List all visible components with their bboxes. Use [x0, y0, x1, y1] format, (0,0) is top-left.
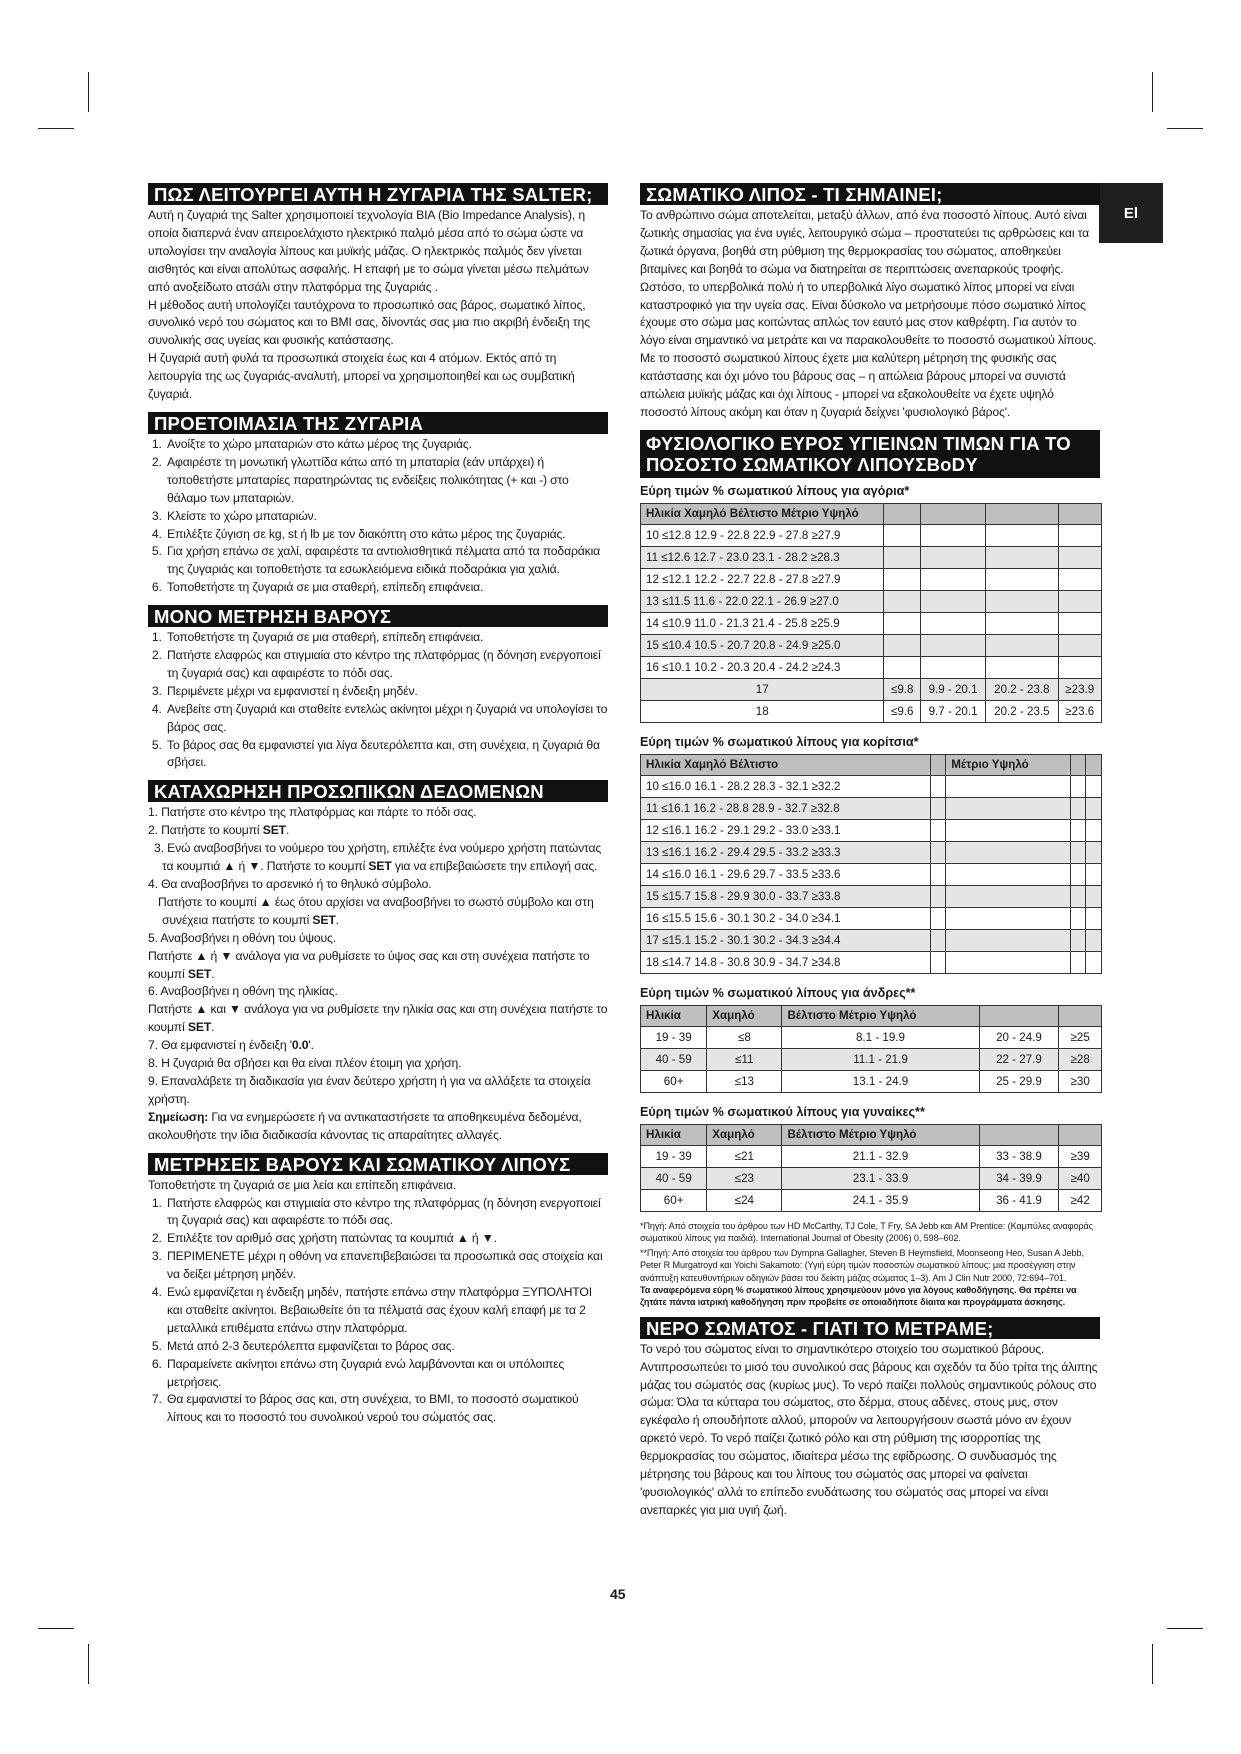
table-cell: 20.2 - 23.5 — [986, 700, 1058, 722]
list-item: 3. ΠΕΡΙΜΕΝΕΤΕ μέχρι η οθόνη να επανεπιβεβαιώσει τα προσωπικά σας στοιχεία και να δείξει μέτρηση μηδέν. — [165, 1248, 608, 1284]
list-item: 3. Κλείστε το χώρο μπαταριών. — [165, 508, 608, 526]
table-cell — [1086, 885, 1102, 907]
list-item: 7. Θα εμφανιστεί το βάρος σας και, στη συνέχεια, το BMI, το ποσοστό σωματικού λίπους και το ποσοστό του συνολικού νερού του σώματός σας. — [165, 1391, 608, 1427]
table-header-cell — [979, 1005, 1059, 1026]
table-row — [641, 1167, 1102, 1189]
measurement-title: ΜΕΤΡΗΣΕΙΣ ΒΑΡΟΥΣ ΚΑΙ ΣΩΜΑΤΙΚΟΥ ΛΙΠΟΥΣ — [148, 1153, 608, 1175]
table-header-cell: Χαμηλό — [707, 1005, 782, 1026]
table-cell: ≤9.8 — [884, 678, 920, 700]
table-header-cell: Ηλικία — [641, 1005, 707, 1026]
table-cell — [1058, 568, 1102, 590]
table-cell — [920, 656, 985, 678]
table-cell — [986, 568, 1058, 590]
table-caption: Εύρη τιμών % σωματικού λίπους για άνδρες** — [640, 985, 916, 1000]
table-cell — [930, 775, 946, 797]
table-header-cell: Ηλικία Χαμηλό Βέλτιστο — [641, 754, 931, 775]
table-cell — [946, 819, 1071, 841]
table-cell: 19 - 39 — [641, 1145, 707, 1167]
body-fat-title: ΣΩΜΑΤΙΚΟ ΛΙΠΟΣ - ΤΙ ΣΗΜΑΙΝΕΙ; — [640, 183, 1100, 205]
table-cell: 13 ≤11.5 11.6 - 22.0 22.1 - 26.9 ≥27.0 — [641, 590, 884, 612]
weight-only-title: ΜΟΝΟ ΜΕΤΡΗΣΗ ΒΑΡΟΥΣ — [148, 605, 608, 627]
table-cell: ≥23.6 — [1058, 700, 1102, 722]
body-fat-section — [640, 183, 1100, 422]
table-cell — [930, 951, 946, 973]
table-cell — [986, 546, 1058, 568]
registration-step: Πατήστε ▲ και ▼ ανάλογα για να ρυθμίσετε την ηλικία σας και στη συνέχεια πατήστε το κουμπί SET. — [148, 1002, 608, 1035]
table-cell: 20 - 24.9 — [979, 1026, 1059, 1048]
table-cell: 24.1 - 35.9 — [782, 1189, 979, 1211]
table-header-cell — [986, 503, 1058, 524]
table-cell: ≥39 — [1059, 1145, 1102, 1167]
table-row — [641, 819, 1102, 841]
table-cell — [946, 863, 1071, 885]
registration-step: 9. Επαναλάβετε τη διαδικασία για έναν δεύτερο χρήστη ή για να αλλάξετε τα στοιχεία χρήστη. — [148, 1073, 591, 1106]
healthy-range-section — [640, 430, 1100, 1309]
table-cell: 33 - 38.9 — [979, 1145, 1059, 1167]
registration-step: Πατήστε το κουμπί ▲ έως ότου αρχίσει να αναβοσβήνει το σωστό σύμβολο και στη συνέχεια πατήστε το κουμπί SET. — [158, 894, 594, 927]
table-cell: 11 ≤12.6 12.7 - 23.0 23.1 - 28.2 ≥28.3 — [641, 546, 884, 568]
table-row — [641, 700, 1102, 722]
table-cell — [884, 546, 920, 568]
table-cell — [920, 590, 985, 612]
table-cell — [986, 656, 1058, 678]
measurement-intro: Τοποθετήστε τη ζυγαριά σε μια λεία και επίπεδη επιφάνεια. — [148, 1177, 457, 1192]
table-cell: 8.1 - 19.9 — [782, 1026, 979, 1048]
table-row — [641, 951, 1102, 973]
table-row — [641, 590, 1102, 612]
list-item: 1. Ανοίξτε το χώρο μπαταριών στο κάτω μέρος της ζυγαριάς. — [165, 436, 608, 454]
table-cell: 21.1 - 32.9 — [782, 1145, 979, 1167]
table-cell — [946, 951, 1071, 973]
how-paragraph: Η μέθοδος αυτή υπολογίζει ταυτόχρονα το προσωπικό σας βάρος, σωματικό λίπος, συνολικό νερό του σώματος και το BMI σας, δίνοντάς σας μια πιο ακριβή ένδειξη της συνολικής σας υγείας και φυσικής κατάστασης. — [148, 297, 590, 348]
table-caption: Εύρη τιμών % σωματικού λίπους για κορίτσια* — [640, 734, 919, 749]
table-cell: ≤24 — [707, 1189, 782, 1211]
table-cell — [930, 863, 946, 885]
table-cell — [930, 841, 946, 863]
table-cell — [1070, 951, 1086, 973]
table-cell — [986, 634, 1058, 656]
crop-mark — [88, 72, 89, 112]
preparation-section — [148, 412, 608, 597]
table-cell: ≥42 — [1059, 1189, 1102, 1211]
table-cell — [920, 546, 985, 568]
table-cell: ≥23.9 — [1058, 678, 1102, 700]
measurement-steps — [148, 1195, 608, 1428]
table-row — [641, 546, 1102, 568]
list-item: 4. Επιλέξτε ζύγιση σε kg, st ή lb με τον διακόπτη στο κάτω μέρος της ζυγαριάς. — [165, 526, 608, 544]
crop-mark — [1167, 128, 1203, 129]
how-paragraph: Αυτή η ζυγαριά της Salter χρησιμοποιεί τεχνολογία BIA (Bio Impedance Analysis), η οποία διαπερνά έναν απειροελάχιστο ηλεκτρικό παλμό μέσα από το σώμα ώστε να υπολογίσει την αναλογία λίπους και μυϊκής μάζας. Ο ηλεκτρικός παλμός δεν γίνεται αισθητός και είναι απολύτως ασφαλής. Η επαφή με το σώμα γίνεται μέσω πελμάτων από ανοξείδωτο ατσάλι στην πλατφόρμα της ζυγαριάς . — [148, 208, 589, 294]
table-header-cell: Μέτριο Υψηλό — [946, 754, 1071, 775]
table-cell — [1058, 590, 1102, 612]
table-cell — [1070, 775, 1086, 797]
table-row — [641, 1145, 1102, 1167]
table-cell: 17 ≤15.1 15.2 - 30.1 30.2 - 34.3 ≥34.4 — [641, 929, 931, 951]
preparation-steps — [148, 436, 608, 597]
table-cell — [884, 590, 920, 612]
table-cell — [884, 656, 920, 678]
body-water-paragraph: Το νερό του σώματος είναι το σημαντικότερο στοιχείο του σωματικού βάρους. Αντιπροσωπεύει το μισό του συνολικού σας βάρους και σχεδόν τα δύο τρίτα της άλιπης μάζας του σώματός σας (κυρίως μυς). Το νερό παίζει πολλούς σημαντικούς ρόλους στο σώμα: Όλα τα κύτταρα του σώματος, στο δέρμα, στους αδένες, στους μυς, στον εγκέφαλο ή οπουδήποτε αλλού, μπορούν να λειτουργήσουν σωστά μόνο αν έχουν αρκετό νερό. Το νερό παίζει ζωτικό ρόλο και στη ρύθμιση της ισορροπίας της θερμοκρασίας του σώματος, ιδιαίτερα μέσω της εφίδρωσης. Ο συνδυασμός της μέτρησης του βάρους και του λίπους του σώματός σας μπορεί να φαίνεται 'φυσιολογικός' αλλά το επίπεδο ενυδάτωσης του σώματός σας μπορεί να είναι ανεπαρκές για μια υγιή ζωή. — [640, 1341, 1098, 1517]
table-row — [641, 612, 1102, 634]
table-cell: 34 - 39.9 — [979, 1167, 1059, 1189]
table-header-cell — [1086, 754, 1102, 775]
table-cell: 13.1 - 24.9 — [782, 1070, 979, 1092]
registration-step: 7. Θα εμφανιστεί η ένδειξη '0.0'. — [148, 1038, 314, 1053]
table-cell: 25 - 29.9 — [979, 1070, 1059, 1092]
table-cell — [1070, 907, 1086, 929]
table-cell: 9.9 - 20.1 — [920, 678, 985, 700]
table-cell — [946, 775, 1071, 797]
table-cell — [1070, 819, 1086, 841]
table-cell — [1070, 797, 1086, 819]
list-item: 2. Πατήστε ελαφρώς και στιγμιαία στο κέντρο της πλατφόρμας (η δόνηση ενεργοποιεί τη ζυγαριά σας) και αφαιρέστε το πόδι σας. — [165, 647, 608, 683]
how-it-works-title: ΠΩΣ ΛΕΙΤΟΥΡΓΕΙ ΑΥΤΗ Η ΖΥΓΑΡΙΑ ΤΗΣ SALTER; — [148, 183, 608, 205]
table-cell — [920, 634, 985, 656]
registration-step: 8. Η ζυγαριά θα σβήσει και θα είναι πλέον έτοιμη για χρήση. — [148, 1056, 462, 1071]
how-it-works-section — [148, 183, 608, 404]
table-cell — [1086, 819, 1102, 841]
table-cell: ≤13 — [707, 1070, 782, 1092]
table-cell: 18 — [641, 700, 884, 722]
registration-step: Πατήστε ▲ ή ▼ ανάλογα για να ρυθμίσετε το ύψος σας και στη συνέχεια πατήστε το κουμπί SET. — [148, 948, 590, 981]
list-item: 4. Ανεβείτε στη ζυγαριά και σταθείτε εντελώς ακίνητοι μέχρι η ζυγαριά να υπολογίσει το βάρος σας. — [165, 701, 608, 737]
language-tab: El — [1099, 183, 1163, 243]
table-cell: 12 ≤12.1 12.2 - 22.7 22.8 - 27.8 ≥27.9 — [641, 568, 884, 590]
table-cell: 11 ≤16.1 16.2 - 28.8 28.9 - 32.7 ≥32.8 — [641, 797, 931, 819]
table-cell — [884, 612, 920, 634]
men-fat-table — [640, 1005, 1102, 1093]
table-cell: 15 ≤15.7 15.8 - 29.9 30.0 - 33.7 ≥33.8 — [641, 885, 931, 907]
table-header-cell — [1059, 1005, 1102, 1026]
registration-step: 4. Θα αναβοσβήνει το αρσενικό ή το θηλυκό σύμβολο. — [148, 877, 432, 891]
crop-mark — [1167, 1628, 1203, 1629]
table-row — [641, 841, 1102, 863]
weight-only-section — [148, 605, 608, 772]
table-row — [641, 1026, 1102, 1048]
crop-mark — [38, 1628, 74, 1629]
table-cell: 23.1 - 33.9 — [782, 1167, 979, 1189]
table-cell: 12 ≤16.1 16.2 - 29.1 29.2 - 33.0 ≥33.1 — [641, 819, 931, 841]
table-cell: 15 ≤10.4 10.5 - 20.7 20.8 - 24.9 ≥25.0 — [641, 634, 884, 656]
list-item: 6. Παραμείνετε ακίνητοι επάνω στη ζυγαριά ενώ λαμβάνονται και οι υπόλοιπες μετρήσεις. — [165, 1356, 608, 1392]
table-cell: 17 — [641, 678, 884, 700]
list-item: 1. Πατήστε ελαφρώς και στιγμιαία στο κέντρο της πλατφόρμας (η δόνηση ενεργοποιεί τη ζυγαριά σας) και αφαιρέστε το πόδι σας. — [165, 1195, 608, 1231]
table-cell: ≤23 — [707, 1167, 782, 1189]
table-cell — [1086, 863, 1102, 885]
weight-only-steps — [148, 629, 608, 772]
table-cell: 11.1 - 21.9 — [782, 1048, 979, 1070]
table-cell — [1086, 929, 1102, 951]
registration-step: 2. Πατήστε το κουμπί SET. — [148, 823, 290, 838]
body-water-title: ΝΕΡΟ ΣΩΜΑΤΟΣ - ΓΙΑΤΙ ΤΟ ΜΕΤΡΑΜΕ; — [640, 1317, 1100, 1339]
table-row — [641, 907, 1102, 929]
left-column — [148, 183, 608, 1435]
table-cell — [884, 634, 920, 656]
table-cell: 36 - 41.9 — [979, 1189, 1059, 1211]
table-cell: 14 ≤16.0 16.1 - 29.6 29.7 - 33.5 ≥33.6 — [641, 863, 931, 885]
list-item: 4. Ενώ εμφανίζεται η ένδειξη μηδέν, πατήστε επάνω στην πλατφόρμα ΞΥΠΟΛΗΤΟΙ και σταθείτε ακίνητοι. Βεβαιωθείτε ότι τα πέλματά σας έχουν καλή επαφή με τα 2 μεταλλικά επιθέματα επάνω στην πλατφόρμα. — [165, 1284, 608, 1338]
table-row — [641, 1189, 1102, 1211]
table-cell: 16 ≤10.1 10.2 - 20.3 20.4 - 24.2 ≥24.3 — [641, 656, 884, 678]
table-header-row — [641, 754, 1102, 775]
table-cell — [986, 524, 1058, 546]
footnote: *Πηγή: Από στοιχεία του άρθρου των HD McCarthy, TJ Cole, T Fry, SA Jebb και AM Prentice: (Καμπύλες αναφοράς σωματικού λίπους για παιδιά). International Journal of Obesity (2006) 0, 598–602. — [640, 1220, 1093, 1244]
table-cell — [1086, 775, 1102, 797]
table-row — [641, 863, 1102, 885]
table-cell — [1058, 656, 1102, 678]
registration-note: Σημείωση: Για να ενημερώσετε ή να αντικαταστήσετε τα αποθηκευμένα δεδομένα, ακολουθήστε την ίδια διαδικασία κάνοντας τις απαραίτητες αλλαγές. — [148, 1109, 582, 1142]
table-row — [641, 634, 1102, 656]
table-cell — [884, 568, 920, 590]
table-cell — [1058, 524, 1102, 546]
table-row — [641, 797, 1102, 819]
table-header-cell — [930, 754, 946, 775]
body-fat-paragraph: Το ανθρώπινο σώμα αποτελείται, μεταξύ άλλων, από ένα ποσοστό λίπους. Αυτό είναι ζωτικής σημασίας για ένα υγιές, λειτουργικό σώμα – προστατεύει τις αρθρώσεις και τα ζωτικά όργανα, βοηθά στη ρύθμιση της θερμοκρασίας του σώματος, αποθηκεύει βιταμίνες και βοηθά το σώμα να διατηρείται σε περιπτώσεις ανεπαρκούς τροφής. Ωστόσο, το υπερβολικά πολύ ή το υπερβολικά λίγο σωματικό λίπος μπορεί να είναι καταστροφικό για την υγεία σας. Είναι δύσκολο να μετρήσουμε πόσο σωματικό λίπος έχουμε στο σώμα μας κοιτώντας απλώς τον εαυτό μας στον καθρέφτη. Για αυτόν το λόγο είναι σημαντικό να μετράτε και να παρακολουθείτε το ποσοστό σωματικού λίπους. Με το ποσοστό σωματικού λίπους έχετε μια καλύτερη μέτρηση της φυσικής σας κατάστασης και όχι μόνο του βάρους σας – η απώλεια βάρους μπορεί να συνιστά απώλεια μυϊκής μάζας και όχι λίπους - μπορεί να εξακολουθείτε να έχετε υψηλό ποσοστό λίπους ακόμη και όταν η ζυγαριά δείχνει 'φυσιολογικό βάρος'. — [640, 208, 1097, 419]
list-item: 5. Για χρήση επάνω σε χαλί, αφαιρέστε τα αντιολισθητικά πέλματα από τα ποδαράκια της ζυγαριάς και τοποθετήστε τα εσωκλειόμενα ειδικά ποδαράκια για χαλιά. — [165, 543, 608, 579]
table-cell — [1058, 634, 1102, 656]
table-cell — [986, 612, 1058, 634]
table-cell — [930, 797, 946, 819]
table-cell — [946, 885, 1071, 907]
table-header-cell: Βέλτιστο Μέτριο Υψηλό — [782, 1124, 979, 1145]
table-row — [641, 656, 1102, 678]
table-row — [641, 678, 1102, 700]
table-header-cell — [979, 1124, 1059, 1145]
table-cell — [884, 524, 920, 546]
table-row — [641, 524, 1102, 546]
table-cell — [1086, 797, 1102, 819]
table-caption: Εύρη τιμών % σωματικού λίπους για αγόρια* — [640, 483, 910, 498]
table-cell: 40 - 59 — [641, 1167, 707, 1189]
table-cell: ≤8 — [707, 1026, 782, 1048]
registration-step: 5. Αναβοσβήνει η οθόνη του ύψους. — [148, 930, 336, 945]
list-item: 2. Επιλέξτε τον αριθμό σας χρήστη πατώντας τα κουμπιά ▲ ή ▼. — [165, 1230, 608, 1248]
table-row — [641, 775, 1102, 797]
table-row — [641, 929, 1102, 951]
table-header-cell: Ηλικία Χαμηλό Βέλτιστο Μέτριο Υψηλό — [641, 503, 884, 524]
table-cell — [946, 841, 1071, 863]
table-header-cell: Χαμηλό — [707, 1124, 782, 1145]
table-cell — [930, 885, 946, 907]
table-cell: 18 ≤14.7 14.8 - 30.8 30.9 - 34.7 ≥34.8 — [641, 951, 931, 973]
table-cell: 10 ≤16.0 16.1 - 28.2 28.3 - 32.1 ≥32.2 — [641, 775, 931, 797]
table-cell — [1086, 951, 1102, 973]
girls-fat-table — [640, 754, 1102, 974]
table-header-row — [641, 503, 1102, 524]
table-cell: 14 ≤10.9 11.0 - 21.3 21.4 - 25.8 ≥25.9 — [641, 612, 884, 634]
table-row — [641, 885, 1102, 907]
table-cell — [946, 907, 1071, 929]
table-cell — [1058, 612, 1102, 634]
table-cell: 20.2 - 23.8 — [986, 678, 1058, 700]
table-cell: 60+ — [641, 1189, 707, 1211]
table-cell — [930, 819, 946, 841]
table-cell: ≤9.6 — [884, 700, 920, 722]
registration-section — [148, 780, 608, 1144]
table-cell: 22 - 27.9 — [979, 1048, 1059, 1070]
crop-mark — [38, 128, 74, 129]
table-cell: 9.7 - 20.1 — [920, 700, 985, 722]
list-item: 3. Περιμένετε μέχρι να εμφανιστεί η ένδειξη μηδέν. — [165, 683, 608, 701]
table-cell — [1070, 841, 1086, 863]
table-cell — [946, 797, 1071, 819]
table-row — [641, 568, 1102, 590]
table-cell — [930, 907, 946, 929]
table-row — [641, 1048, 1102, 1070]
table-header-cell: Ηλικία — [641, 1124, 707, 1145]
table-caption: Εύρη τιμών % σωματικού λίπους για γυναίκες** — [640, 1104, 925, 1119]
table-header-row — [641, 1124, 1102, 1145]
registration-step: 3. Ενώ αναβοσβήνει το νούμερο του χρήστη, επιλέξτε ένα νούμερο χρήστη πατώντας τα κουμπιά ▲ ή ▼. Πατήστε το κουμπί SET για να επιβεβαιώσετε την επιλογή σας. — [154, 841, 602, 874]
crop-mark — [1152, 1644, 1153, 1684]
table-cell: 10 ≤12.8 12.9 - 22.8 22.9 - 27.8 ≥27.9 — [641, 524, 884, 546]
boys-fat-table — [640, 503, 1102, 723]
table-cell — [946, 929, 1071, 951]
right-column — [640, 183, 1100, 1528]
table-header-cell — [884, 503, 920, 524]
page-number: 45 — [610, 1586, 626, 1602]
measurement-section — [148, 1153, 608, 1428]
table-cell — [1086, 907, 1102, 929]
list-item: 6. Τοποθετήστε τη ζυγαριά σε μια σταθερή, επίπεδη επιφάνεια. — [165, 579, 608, 597]
table-cell — [920, 524, 985, 546]
table-cell — [920, 612, 985, 634]
table-cell — [1070, 885, 1086, 907]
table-header-row — [641, 1005, 1102, 1026]
table-cell — [1070, 863, 1086, 885]
table-header-cell: Βέλτιστο Μέτριο Υψηλό — [782, 1005, 979, 1026]
table-cell: 40 - 59 — [641, 1048, 707, 1070]
table-header-cell — [1059, 1124, 1102, 1145]
table-cell: 16 ≤15.5 15.6 - 30.1 30.2 - 34.0 ≥34.1 — [641, 907, 931, 929]
registration-step: 6. Αναβοσβήνει η οθόνη της ηλικίας. — [148, 984, 338, 999]
table-cell: ≥30 — [1059, 1070, 1102, 1092]
table-cell — [1058, 546, 1102, 568]
table-cell — [986, 590, 1058, 612]
crop-mark — [1152, 72, 1153, 112]
registration-step: 1. Πατήστε στο κέντρο της πλατφόρμας και πάρτε το πόδι σας. — [148, 805, 477, 820]
table-header-cell — [1058, 503, 1102, 524]
list-item: 5. Το βάρος σας θα εμφανιστεί για λίγα δευτερόλεπτα και, στη συνέχεια, η ζυγαριά θα σβήσει. — [165, 737, 608, 773]
healthy-range-title: ΦΥΣΙΟΛΟΓΙΚΟ ΕΥΡΟΣ ΥΓΙΕΙΝΩΝ ΤΙΜΩΝ ΓΙΑ ΤΟ ΠΟΣΟΣΤΟ ΣΩΜΑΤΙΚΟΥ ΛΙΠΟΥΣBoDY — [640, 430, 1100, 478]
registration-title: ΚΑΤΑΧΩΡΗΣΗ ΠΡΟΣΩΠΙΚΩΝ ΔΕΔΟΜΕΝΩΝ — [148, 780, 608, 802]
table-cell: 60+ — [641, 1070, 707, 1092]
list-item: 1. Τοποθετήστε τη ζυγαριά σε μια σταθερή, επίπεδη επιφάνεια. — [165, 629, 608, 647]
list-item: 2. Αφαιρέστε τη μονωτική γλωττίδα κάτω από τη μπαταρία (εάν υπάρχει) ή τοποθετήστε μπαταρίες παρατηρώντας τις ενδείξεις πολικότητας (+ και -) στο θάλαμο των μπαταριών. — [165, 454, 608, 508]
body-water-section — [640, 1317, 1100, 1520]
table-cell: ≥28 — [1059, 1048, 1102, 1070]
table-cell: 19 - 39 — [641, 1026, 707, 1048]
table-header-cell — [1070, 754, 1086, 775]
table-row — [641, 1070, 1102, 1092]
crop-mark — [88, 1644, 89, 1684]
list-item: 5. Μετά από 2-3 δευτερόλεπτα εμφανίζεται το βάρος σας. — [165, 1338, 608, 1356]
how-paragraph: Η ζυγαριά αυτή φυλά τα προσωπικά στοιχεία έως και 4 ατόμων. Εκτός από τη λειτουργία της ως ζυγαριάς-αναλυτή, μπορεί να χρησιμοποιηθεί και ως συμβατική ζυγαριά. — [148, 351, 575, 402]
table-cell — [920, 568, 985, 590]
women-fat-table — [640, 1124, 1102, 1212]
table-cell: 13 ≤16.1 16.2 - 29.4 29.5 - 33.2 ≥33.3 — [641, 841, 931, 863]
table-header-cell — [920, 503, 985, 524]
table-cell: ≥40 — [1059, 1167, 1102, 1189]
table-cell: ≤11 — [707, 1048, 782, 1070]
table-cell — [1070, 929, 1086, 951]
table-cell — [930, 929, 946, 951]
footnote: **Πηγή: Από στοιχεία του άρθρου των Dympna Gallagher, Steven B Heymsfield, Moonseong Heo, Susan A Jebb, Peter R Murgatroyd και Yoichi Sakamoto: (Υγιή εύρη τιμών ποσοστών σωματικού λίπους: μια προσέγγιση στην ανάπτυξη κατευθυντήριων οδηγιών βάσει του δείκτη μάζας σώματος 1–3). Am J Clin Nutr 2000, 72:694–701. — [640, 1247, 1084, 1283]
preparation-title: ΠΡΟΕΤΟΙΜΑΣΙΑ ΤΗΣ ΖΥΓΑΡΙΑ — [148, 412, 608, 434]
footnote-disclaimer: Τα αναφερόμενα εύρη % σωματικού λίπους χρησιμεύουν μόνο για λόγους καθοδήγησης. Θα πρέπει να ζητάτε πάντα ιατρική καθοδήγηση πριν προβείτε σε οποιαδήποτε δίαιτα και προγράμματα άσκησης. — [640, 1284, 1077, 1308]
table-cell — [1086, 841, 1102, 863]
table-cell: ≥25 — [1059, 1026, 1102, 1048]
table-cell: ≤21 — [707, 1145, 782, 1167]
